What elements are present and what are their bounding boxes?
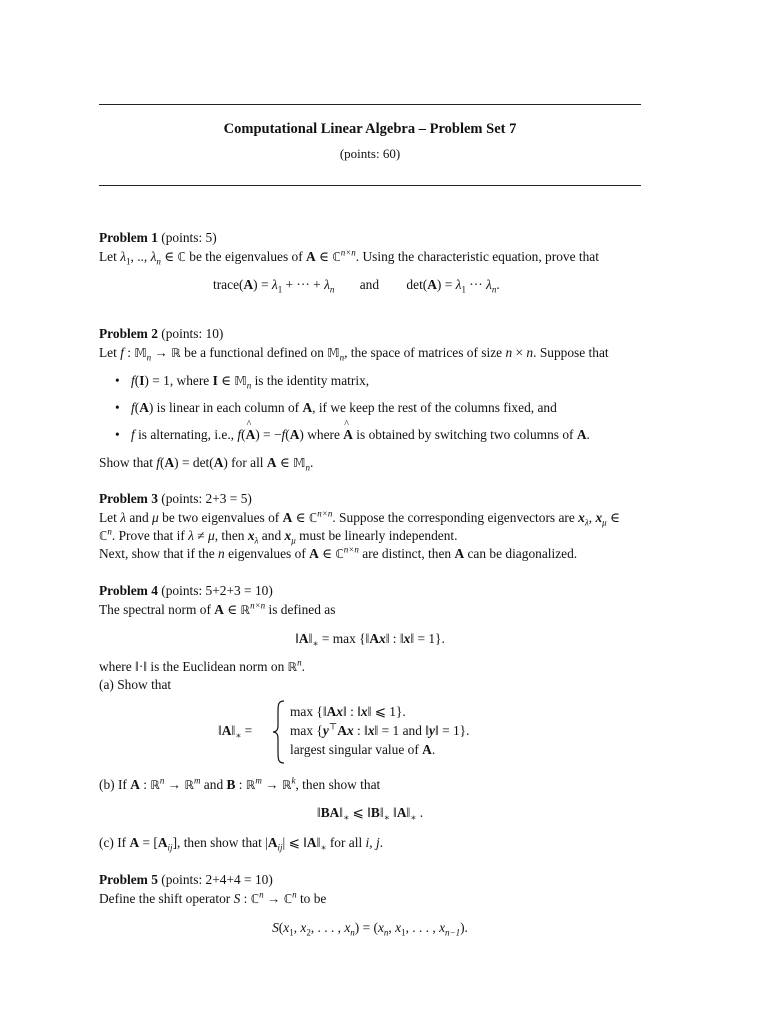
problem-5-heading: [99, 871, 644, 889]
problem-2-label: Problem 2: [99, 326, 158, 341]
problem-2-statement: Let f : 𝕄$_n$ → ℝ be a functional defined on 𝕄$_n$, the space of matrices of size n × n. Suppose that: [99, 345, 609, 363]
list-item: • f is alternating, i.e., f(A ^) = −f(A) where A ^ is obtained by switching two columns of A.: [99, 426, 644, 444]
problem-4a-case-list: max {‖Ax‖ : ‖x‖ ⩽ 1}. max {y⊤Ax : ‖x‖ = 1 and ‖y‖ = 1}. largest singular value of A.: [290, 704, 470, 757]
header-bottom-rule: [99, 185, 641, 186]
shift-operator-definition: $S(x_1$, $x_2$, . . . , $x_n) = (x_n$, $x_1$, . . . , $x_{n-1}$).: [272, 920, 468, 938]
problem-4-norm-note: where ‖·‖ is the Euclidean norm on ℝ$^n$. (a) Show that: [99, 657, 305, 692]
problem-5-statement: Define the shift operator S : ℂ$^n$ → ℂ$^n$ to be: [99, 889, 327, 906]
total-points: (points: 60): [339, 146, 401, 161]
problem-2-points: (points: 10): [161, 326, 224, 341]
problem-1-equation: trace(A) = $\lambda_1$ + ··· + $\lambda_n$ and $\det(A) = \lambda_1$ ··· $\lambda_n$.: [213, 277, 500, 295]
problem-4c-statement: (c) If $A = [A_{ij}]$, then show that $|A_{ij}|$ ⩽ $‖A‖_∗$ for all i, j.: [99, 835, 384, 853]
problem-3-statement: Let λ and μ be two eigenvalues of A ∈ ℂ$^{n\times n}$. Suppose the corresponding eigenvectors are $x_\lambda$, $x_\mu$ ∈ ℂ$^n$. Prove that if λ ≠ μ, then $x_\lambda$ and $x_\mu$ must be linearly independent. Next, show that if the n eigenvalues of A ∈ ℂ$^{n\times n}$ are distinct, then A can be diagonalized.: [99, 508, 620, 561]
left-brace-icon: [272, 700, 286, 764]
problem-1-label: Problem 1: [99, 230, 158, 245]
page-title: Computational Linear Algebra – Problem Set 7: [223, 121, 517, 137]
problem-1-heading: [99, 229, 644, 247]
problem-3-points: (points: 2+3 = 5): [161, 491, 252, 506]
problem-3-heading: [99, 490, 644, 508]
top-rule: [99, 104, 641, 105]
problem-2-conditions: [99, 372, 644, 453]
problem-1-points: (points: 5): [161, 230, 217, 245]
problem-4a-lhs: $‖A‖_∗$ =: [218, 723, 253, 741]
problem-4b-statement: (b) If A : ℝ$^n$ → ℝ$^m$ and B : ℝ$^m$ → ℝ$^k$, then show that: [99, 775, 381, 792]
problem-4-points: (points: 5+2+3 = 10): [161, 583, 273, 598]
list-item: • f(A) is linear in each column of A, if we keep the rest of the columns fixed, and: [99, 399, 644, 417]
spectral-norm-definition: $‖A‖_∗ = \max$ {‖Ax‖ : ‖x‖ = 1}.: [295, 631, 445, 649]
list-item: • f(I) = 1, where I ∈ 𝕄$_n$ is the identity matrix,: [99, 372, 644, 390]
problem-3-label: Problem 3: [99, 491, 158, 506]
problem-5-points: (points: 2+4+4 = 10): [161, 872, 273, 887]
problem-2-heading: [99, 325, 644, 343]
problem-1-statement: Let $\lambda_1$, .., $\lambda_n$ ∈ ℂ be the eigenvalues of A ∈ ℂ$^{n\times n}$. Using the characteristic equation, prove that: [99, 247, 599, 267]
problem-5-label: Problem 5: [99, 872, 158, 887]
problem-4-label: Problem 4: [99, 583, 158, 598]
problem-4-statement: The spectral norm of A ∈ ℝ$^{n\times n}$ is defined as: [99, 600, 336, 617]
problem-2-task: Show that f(A) = det(A) for all A ∈ 𝕄$_n$.: [99, 455, 314, 473]
problem-4b-inequality: $‖BA‖_∗$ ⩽ $‖B‖_∗$ $‖A‖_∗$ .: [316, 805, 424, 823]
problem-4-heading: [99, 582, 644, 600]
